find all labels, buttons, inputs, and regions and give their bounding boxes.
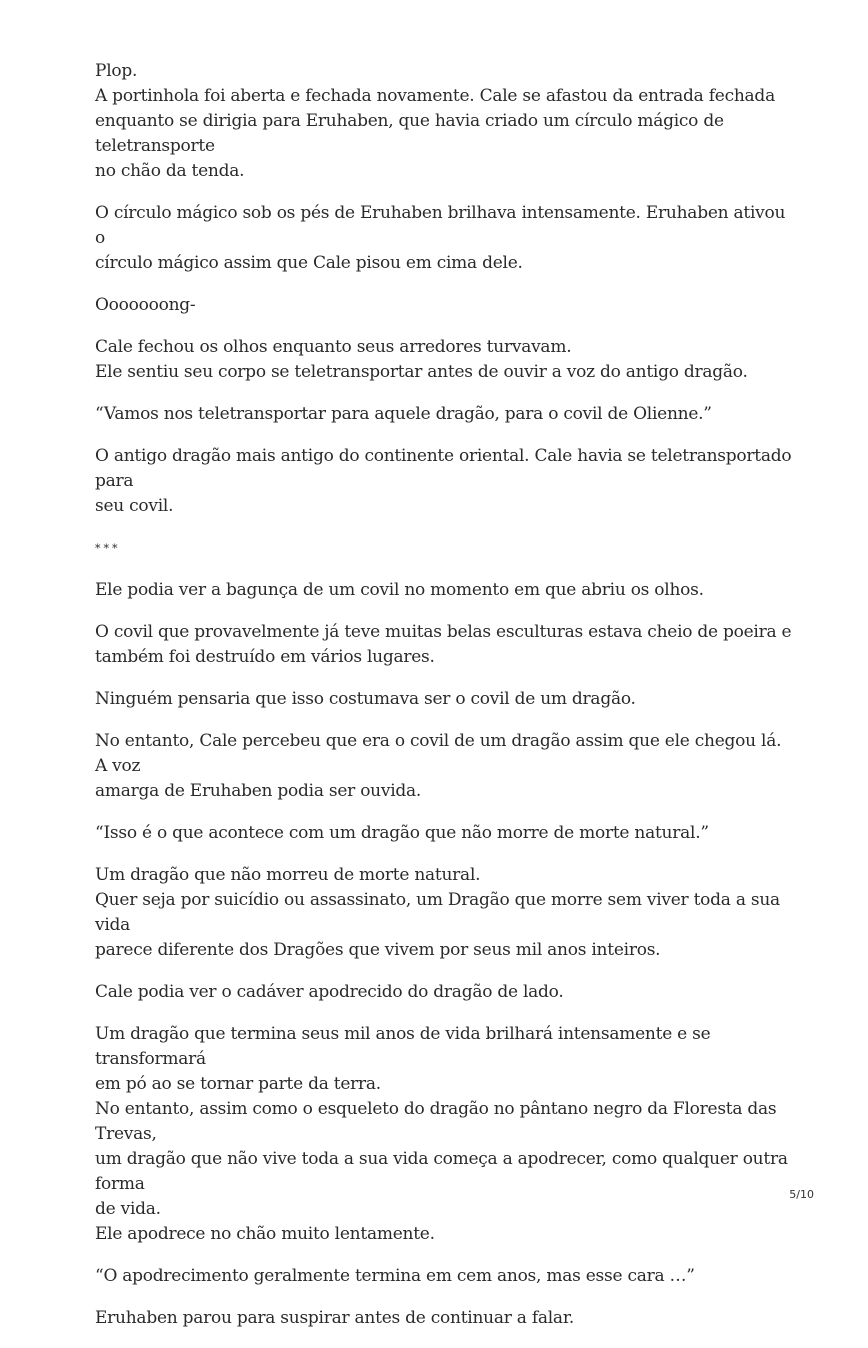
paragraph — [95, 687, 795, 712]
text-line: amarga de Eruhaben podia ser ouvida. — [95, 781, 422, 801]
document-page — [95, 59, 795, 1348]
text-line: em pó ao se tornar parte da terra. — [95, 1074, 381, 1094]
separator-text: * * * — [95, 542, 118, 555]
text-line: Eruhaben parou para suspirar antes de continuar a falar. — [95, 1308, 574, 1328]
text-line: seu covil. — [95, 496, 174, 516]
paragraph — [95, 59, 795, 184]
text-line: parece diferente dos Dragões que vivem por seus mil anos inteiros. — [95, 940, 661, 960]
text-line: “Isso é o que acontece com um dragão que não morre de morte natural.” — [95, 823, 709, 843]
page-number: 5/10 — [789, 1188, 814, 1201]
text-line: de vida. — [95, 1199, 161, 1219]
text-line: Plop. — [95, 61, 138, 81]
text-line: círculo mágico assim que Cale pisou em cima dele. — [95, 253, 523, 273]
text-line: Um dragão que não morreu de morte natural. — [95, 865, 481, 885]
text-line: um dragão que não vive toda a sua vida começa a apodrecer, como qualquer outra forma — [95, 1149, 788, 1194]
paragraph — [95, 335, 795, 385]
text-line: O antigo dragão mais antigo do continente oriental. Cale havia se teletransportado para — [95, 446, 792, 491]
text-line: Ele apodrece no chão muito lentamente. — [95, 1224, 435, 1244]
paragraph — [95, 578, 795, 603]
text-line: No entanto, Cale percebeu que era o covil de um dragão assim que ele chegou lá. A voz — [95, 731, 782, 776]
text-line: No entanto, assim como o esqueleto do dragão no pântano negro da Floresta das Trevas, — [95, 1099, 777, 1144]
text-line: Quer seja por suicídio ou assassinato, um Dragão que morre sem viver toda a sua vida — [95, 890, 780, 935]
paragraph — [95, 980, 795, 1005]
text-line: Ele podia ver a bagunça de um covil no momento em que abriu os olhos. — [95, 580, 704, 600]
text-line: no chão da tenda. — [95, 161, 245, 181]
text-line: Cale fechou os olhos enquanto seus arredores turvavam. — [95, 337, 572, 357]
text-line: enquanto se dirigia para Eruhaben, que havia criado um círculo mágico de teletransporte — [95, 111, 724, 156]
dialogue-paragraph — [95, 1264, 795, 1289]
text-line: “O apodrecimento geralmente termina em cem anos, mas esse cara …” — [95, 1266, 695, 1286]
text-line: O covil que provavelmente já teve muitas belas esculturas estava cheio de poeira e — [95, 622, 792, 642]
text-line: Ninguém pensaria que isso costumava ser o covil de um dragão. — [95, 689, 636, 709]
paragraph — [95, 444, 795, 519]
dialogue-paragraph — [95, 402, 795, 427]
text-line: A portinhola foi aberta e fechada novamente. Cale se afastou da entrada fechada — [95, 86, 775, 106]
paragraph — [95, 863, 795, 963]
text-line: Ele sentiu seu corpo se teletransportar antes de ouvir a voz do antigo dragão. — [95, 362, 748, 382]
scene-separator — [95, 536, 795, 561]
text-line: também foi destruído em vários lugares. — [95, 647, 435, 667]
text-line: Um dragão que termina seus mil anos de vida brilhará intensamente e se transformará — [95, 1024, 711, 1069]
paragraph — [95, 729, 795, 804]
paragraph — [95, 1022, 795, 1247]
text-line: Cale podia ver o cadáver apodrecido do dragão de lado. — [95, 982, 564, 1002]
text-line: Ooooooong- — [95, 295, 196, 315]
text-line: “Vamos nos teletransportar para aquele dragão, para o covil de Olienne.” — [95, 404, 712, 424]
text-line: O círculo mágico sob os pés de Eruhaben brilhava intensamente. Eruhaben ativou o — [95, 203, 786, 248]
paragraph — [95, 620, 795, 670]
paragraph — [95, 201, 795, 276]
paragraph — [95, 293, 795, 318]
paragraph — [95, 1306, 795, 1331]
dialogue-paragraph — [95, 821, 795, 846]
